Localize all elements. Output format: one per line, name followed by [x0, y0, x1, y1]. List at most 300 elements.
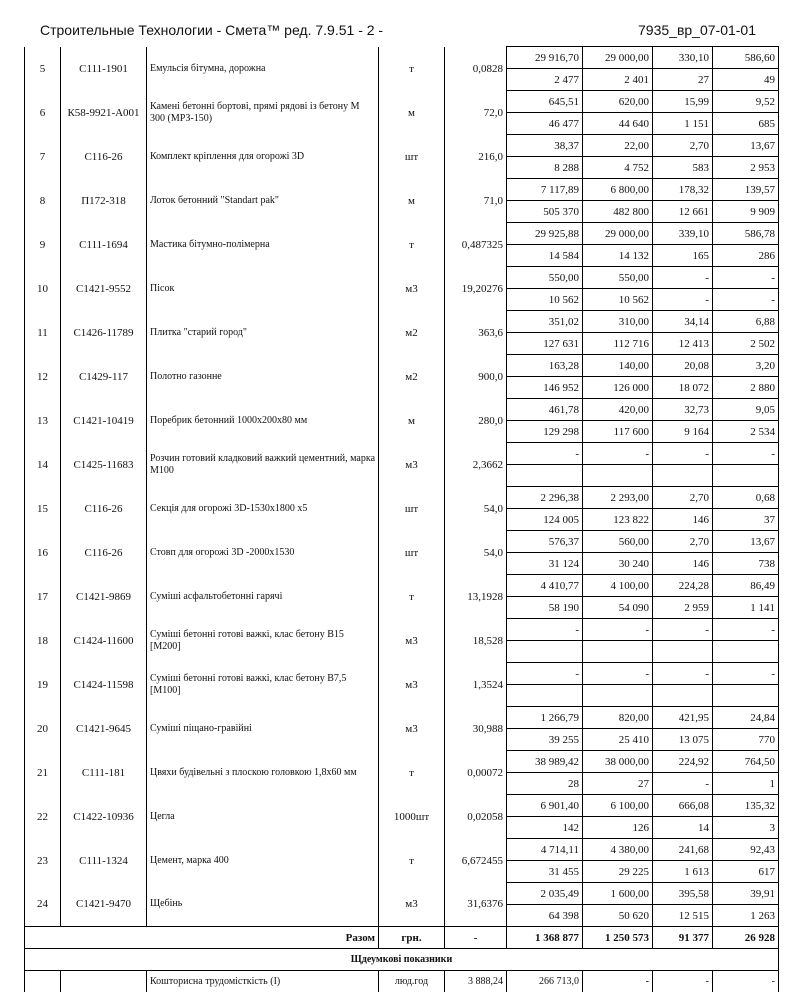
resource-name: Суміші бетонні готові важкі, клас бетону В15 [М200] — [147, 619, 379, 663]
unit-price-total: - — [507, 663, 583, 685]
row-number: 5 — [25, 47, 61, 91]
cost-base: 123 822 — [583, 509, 653, 531]
cost-transport: 12 515 — [653, 905, 713, 927]
cost-total: 31 124 — [507, 553, 583, 575]
unit-price-other: 586,78 — [713, 223, 779, 245]
cost-base: 54 090 — [583, 597, 653, 619]
unit-price-other: 9,52 — [713, 91, 779, 113]
unit-price-transport: 34,14 — [653, 311, 713, 333]
unit-price-transport: 15,99 — [653, 91, 713, 113]
row-number: 6 — [25, 91, 61, 135]
unit-price-total: 7 117,89 — [507, 179, 583, 201]
unit-price-transport: 330,10 — [653, 47, 713, 69]
unit-price-transport: 224,92 — [653, 751, 713, 773]
unit-price-total: 461,78 — [507, 399, 583, 421]
row-number: 13 — [25, 399, 61, 443]
cost-other: 617 — [713, 861, 779, 883]
resource-name: Стовп для огорожі 3D -2000х1530 — [147, 531, 379, 575]
unit-price-total: 645,51 — [507, 91, 583, 113]
unit-price-base: 4 380,00 — [583, 839, 653, 861]
unit-price-total: 38 989,42 — [507, 751, 583, 773]
unit-price-transport: 666,08 — [653, 795, 713, 817]
quantity: 19,20276 — [445, 267, 507, 311]
cost-total — [507, 641, 583, 663]
unit-price-transport: 32,73 — [653, 399, 713, 421]
cost-base: 50 620 — [583, 905, 653, 927]
unit-price-base: 6 800,00 — [583, 179, 653, 201]
unit: шт — [379, 531, 445, 575]
unit-price-total: 351,02 — [507, 311, 583, 333]
resource-code: С1429-117 — [61, 355, 147, 399]
cost-base: 117 600 — [583, 421, 653, 443]
unit: м3 — [379, 707, 445, 751]
labor-base: - — [583, 971, 653, 992]
software-title: Строительные Технологии - Смета™ ред. 7.9.51 - 2 - — [40, 22, 383, 38]
table-row — [25, 839, 779, 861]
totals-base: 1 250 573 — [583, 927, 653, 949]
resource-code: С116-26 — [61, 531, 147, 575]
resource-code: С1424-11598 — [61, 663, 147, 707]
cost-transport: 27 — [653, 69, 713, 91]
unit-price-other: 24,84 — [713, 707, 779, 729]
cost-total: 46 477 — [507, 113, 583, 135]
cost-total: 28 — [507, 773, 583, 795]
row-number: 9 — [25, 223, 61, 267]
labor-qty: 3 888,24 — [445, 971, 507, 992]
cost-other: 286 — [713, 245, 779, 267]
cost-other: 37 — [713, 509, 779, 531]
unit-price-base: 29 000,00 — [583, 223, 653, 245]
cost-total: 14 584 — [507, 245, 583, 267]
unit-price-other: - — [713, 267, 779, 289]
totals-qty: - — [445, 927, 507, 949]
cost-base: 2 401 — [583, 69, 653, 91]
unit-price-total: 2 035,49 — [507, 883, 583, 905]
cost-other: 1 263 — [713, 905, 779, 927]
quantity: 71,0 — [445, 179, 507, 223]
cost-transport: - — [653, 289, 713, 311]
quantity: 72,0 — [445, 91, 507, 135]
cost-total: 2 477 — [507, 69, 583, 91]
unit-price-other: 9,05 — [713, 399, 779, 421]
table-row — [25, 531, 779, 553]
cost-base: 30 240 — [583, 553, 653, 575]
table-row — [25, 135, 779, 157]
unit-price-other: 3,20 — [713, 355, 779, 377]
cost-total: 31 455 — [507, 861, 583, 883]
resource-code: С1421-9645 — [61, 707, 147, 751]
unit: м3 — [379, 619, 445, 663]
resource-code: С116-26 — [61, 135, 147, 179]
cost-transport: 146 — [653, 509, 713, 531]
cost-transport: 583 — [653, 157, 713, 179]
cost-other: 3 — [713, 817, 779, 839]
unit-price-total: 29 916,70 — [507, 47, 583, 69]
resource-code: С111-1694 — [61, 223, 147, 267]
unit: м2 — [379, 311, 445, 355]
cost-transport: 9 164 — [653, 421, 713, 443]
cost-other: 2 953 — [713, 157, 779, 179]
table-row — [25, 575, 779, 597]
cost-base: 27 — [583, 773, 653, 795]
quantity: 0,487325 — [445, 223, 507, 267]
row-number: 15 — [25, 487, 61, 531]
unit-price-other: - — [713, 619, 779, 641]
resource-name: Мастика бітумно-полімерна — [147, 223, 379, 267]
quantity: 216,0 — [445, 135, 507, 179]
quantity: 2,3662 — [445, 443, 507, 487]
unit-price-base: - — [583, 663, 653, 685]
resource-code: С1421-9552 — [61, 267, 147, 311]
unit-price-total: 4 714,11 — [507, 839, 583, 861]
quantity: 30,988 — [445, 707, 507, 751]
cost-total: 127 631 — [507, 333, 583, 355]
cost-other: 1 — [713, 773, 779, 795]
resource-name: Поребрик бетонний 1000х200х80 мм — [147, 399, 379, 443]
unit-price-total: 4 410,77 — [507, 575, 583, 597]
cost-base: 25 410 — [583, 729, 653, 751]
row-number: 16 — [25, 531, 61, 575]
quantity: 13,1928 — [445, 575, 507, 619]
cost-base: 29 225 — [583, 861, 653, 883]
resource-name: Цемент, марка 400 — [147, 839, 379, 883]
resource-name: Лоток бетонний "Standart pak" — [147, 179, 379, 223]
resource-name: Секція для огорожі 3D-1530х1800 х5 — [147, 487, 379, 531]
cost-transport: 165 — [653, 245, 713, 267]
table-row — [25, 883, 779, 905]
indicators-title: Щдеумкові показники — [25, 949, 779, 971]
row-number: 17 — [25, 575, 61, 619]
totals-total: 1 368 877 — [507, 927, 583, 949]
unit-price-total: 6 901,40 — [507, 795, 583, 817]
cost-base: 44 640 — [583, 113, 653, 135]
labor-total: 266 713,0 — [507, 971, 583, 992]
unit-price-transport: 2,70 — [653, 531, 713, 553]
unit-price-transport: - — [653, 619, 713, 641]
cost-other: 685 — [713, 113, 779, 135]
unit: т — [379, 47, 445, 91]
table-row — [25, 399, 779, 421]
row-number: 7 — [25, 135, 61, 179]
unit-price-transport: 2,70 — [653, 135, 713, 157]
table-row — [25, 751, 779, 773]
estimate-table — [24, 46, 779, 992]
unit-price-total: 29 925,88 — [507, 223, 583, 245]
labor-transport: - — [653, 971, 713, 992]
totals-label: Разом — [25, 927, 379, 949]
quantity: 18,528 — [445, 619, 507, 663]
unit-price-base: 29 000,00 — [583, 47, 653, 69]
unit-price-total: 38,37 — [507, 135, 583, 157]
unit-price-base: 2 293,00 — [583, 487, 653, 509]
cost-base — [583, 685, 653, 707]
cost-total: 129 298 — [507, 421, 583, 443]
table-row — [25, 91, 779, 113]
row-number: 18 — [25, 619, 61, 663]
unit-price-other: 764,50 — [713, 751, 779, 773]
cost-other — [713, 465, 779, 487]
unit-price-base: 1 600,00 — [583, 883, 653, 905]
quantity: 900,0 — [445, 355, 507, 399]
table-row — [25, 795, 779, 817]
cost-transport: 146 — [653, 553, 713, 575]
resource-name: Суміші асфальтобетонні гарячі — [147, 575, 379, 619]
unit: м — [379, 399, 445, 443]
table-row — [25, 619, 779, 641]
cost-total: 142 — [507, 817, 583, 839]
resource-code: С111-1324 — [61, 839, 147, 883]
cost-other: 2 502 — [713, 333, 779, 355]
row-number: 20 — [25, 707, 61, 751]
unit-price-transport: 339,10 — [653, 223, 713, 245]
cost-transport: 1 151 — [653, 113, 713, 135]
unit-price-base: 820,00 — [583, 707, 653, 729]
unit-price-total: 550,00 — [507, 267, 583, 289]
unit-price-other: 586,60 — [713, 47, 779, 69]
labor-other: - — [713, 971, 779, 992]
resource-name: Розчин готовий кладковий важкий цементний, марка М100 — [147, 443, 379, 487]
unit: м2 — [379, 355, 445, 399]
row-number: 21 — [25, 751, 61, 795]
unit-price-transport: - — [653, 443, 713, 465]
unit-price-base: 140,00 — [583, 355, 653, 377]
cost-total: 58 190 — [507, 597, 583, 619]
resource-code: С1424-11600 — [61, 619, 147, 663]
table-row — [25, 443, 779, 465]
cost-base: 126 — [583, 817, 653, 839]
cost-transport: 14 — [653, 817, 713, 839]
unit: м — [379, 179, 445, 223]
unit-price-total: - — [507, 443, 583, 465]
row-number: 11 — [25, 311, 61, 355]
cost-total — [507, 465, 583, 487]
resource-code: С1425-11683 — [61, 443, 147, 487]
unit: т — [379, 839, 445, 883]
unit-price-other: 92,43 — [713, 839, 779, 861]
cost-other: 770 — [713, 729, 779, 751]
cost-other: 738 — [713, 553, 779, 575]
unit-price-other: - — [713, 663, 779, 685]
unit-price-base: - — [583, 619, 653, 641]
cost-total: 64 398 — [507, 905, 583, 927]
resource-name: Плитка "старий город" — [147, 311, 379, 355]
row-number: 22 — [25, 795, 61, 839]
unit-price-total: 1 266,79 — [507, 707, 583, 729]
unit-price-transport: 395,58 — [653, 883, 713, 905]
unit-price-base: 6 100,00 — [583, 795, 653, 817]
quantity: 363,6 — [445, 311, 507, 355]
cost-base: 14 132 — [583, 245, 653, 267]
cost-base: 4 752 — [583, 157, 653, 179]
cost-other: 49 — [713, 69, 779, 91]
cost-base: 10 562 — [583, 289, 653, 311]
unit: м — [379, 91, 445, 135]
resource-code: С1421-9470 — [61, 883, 147, 927]
resource-name: Емульсія бітумна, дорожна — [147, 47, 379, 91]
row-number: 23 — [25, 839, 61, 883]
unit-price-transport: 178,32 — [653, 179, 713, 201]
cost-transport: 13 075 — [653, 729, 713, 751]
unit: т — [379, 223, 445, 267]
unit-price-total: 163,28 — [507, 355, 583, 377]
table-row — [25, 707, 779, 729]
totals-other: 26 928 — [713, 927, 779, 949]
row-number: 14 — [25, 443, 61, 487]
unit-price-other: 13,67 — [713, 135, 779, 157]
unit-price-total: 576,37 — [507, 531, 583, 553]
unit-price-base: 4 100,00 — [583, 575, 653, 597]
table-row — [25, 47, 779, 69]
cost-base: 482 800 — [583, 201, 653, 223]
table-row — [25, 179, 779, 201]
row-number: 8 — [25, 179, 61, 223]
cost-transport: 12 413 — [653, 333, 713, 355]
cost-transport: 2 959 — [653, 597, 713, 619]
table-row — [25, 663, 779, 685]
cost-total: 10 562 — [507, 289, 583, 311]
row-number: 24 — [25, 883, 61, 927]
unit-price-other: 139,57 — [713, 179, 779, 201]
cost-total: 8 288 — [507, 157, 583, 179]
row-number-empty — [25, 971, 61, 992]
row-number: 10 — [25, 267, 61, 311]
quantity: 0,0828 — [445, 47, 507, 91]
page-header — [0, 0, 800, 50]
cost-other — [713, 685, 779, 707]
unit-price-other: 6,88 — [713, 311, 779, 333]
resource-code: С1421-9869 — [61, 575, 147, 619]
table-row — [25, 223, 779, 245]
labor-row — [25, 971, 779, 992]
cost-total — [507, 685, 583, 707]
totals-transport: 91 377 — [653, 927, 713, 949]
cost-transport — [653, 465, 713, 487]
resource-code: С1421-10419 — [61, 399, 147, 443]
unit-price-transport: 20,08 — [653, 355, 713, 377]
totals-row — [25, 927, 779, 949]
unit: м3 — [379, 663, 445, 707]
cost-base: 126 000 — [583, 377, 653, 399]
resource-name: Камені бетонні бортові, прямі рядові із бетону М 300 (МРЗ-150) — [147, 91, 379, 135]
labor-unit: люд.год — [379, 971, 445, 992]
unit-price-base: 560,00 — [583, 531, 653, 553]
unit-price-base: - — [583, 443, 653, 465]
unit: шт — [379, 135, 445, 179]
unit-price-transport: 241,68 — [653, 839, 713, 861]
row-number: 12 — [25, 355, 61, 399]
resource-name: Комплект кріплення для огорожі 3D — [147, 135, 379, 179]
cost-other: - — [713, 289, 779, 311]
unit-price-transport: 2,70 — [653, 487, 713, 509]
resource-code: П172-318 — [61, 179, 147, 223]
unit-price-transport: - — [653, 267, 713, 289]
unit-price-base: 420,00 — [583, 399, 653, 421]
cost-base — [583, 641, 653, 663]
resource-code: С1422-10936 — [61, 795, 147, 839]
unit-price-other: 135,32 — [713, 795, 779, 817]
unit: м3 — [379, 883, 445, 927]
indicators-row — [25, 949, 779, 971]
unit-price-other: 86,49 — [713, 575, 779, 597]
quantity: 54,0 — [445, 531, 507, 575]
unit-price-transport: - — [653, 663, 713, 685]
cost-total: 39 255 — [507, 729, 583, 751]
cost-other: 2 534 — [713, 421, 779, 443]
document-code: 7935_вр_07-01-01 — [638, 22, 756, 38]
unit: т — [379, 575, 445, 619]
cost-total: 124 005 — [507, 509, 583, 531]
cost-base — [583, 465, 653, 487]
unit-price-other: 13,67 — [713, 531, 779, 553]
quantity: 6,672455 — [445, 839, 507, 883]
unit: т — [379, 751, 445, 795]
unit-price-base: 550,00 — [583, 267, 653, 289]
table-row — [25, 267, 779, 289]
unit-price-base: 310,00 — [583, 311, 653, 333]
resource-code: С111-181 — [61, 751, 147, 795]
cost-transport — [653, 641, 713, 663]
quantity: 1,3524 — [445, 663, 507, 707]
cost-transport — [653, 685, 713, 707]
unit-price-total: - — [507, 619, 583, 641]
unit-price-transport: 421,95 — [653, 707, 713, 729]
unit: 1000шт — [379, 795, 445, 839]
labor-name: Кошторисна трудомісткість (І) — [147, 971, 379, 992]
unit-price-base: 22,00 — [583, 135, 653, 157]
cost-base: 112 716 — [583, 333, 653, 355]
row-number: 19 — [25, 663, 61, 707]
cost-other: 1 141 — [713, 597, 779, 619]
resource-code-empty — [61, 971, 147, 992]
unit-price-other: 39,91 — [713, 883, 779, 905]
table-row — [25, 311, 779, 333]
resource-name: Цегла — [147, 795, 379, 839]
resource-name: Суміші бетонні готові важкі, клас бетону В7,5 [М100] — [147, 663, 379, 707]
resource-name: Пісок — [147, 267, 379, 311]
resource-code: К58-9921-А001 — [61, 91, 147, 135]
resource-code: С116-26 — [61, 487, 147, 531]
resource-name: Щебінь — [147, 883, 379, 927]
cost-other: 2 880 — [713, 377, 779, 399]
unit-price-other: 0,68 — [713, 487, 779, 509]
totals-unit: грн. — [379, 927, 445, 949]
unit-price-transport: 224,28 — [653, 575, 713, 597]
quantity: 54,0 — [445, 487, 507, 531]
cost-transport: - — [653, 773, 713, 795]
cost-other — [713, 641, 779, 663]
table-row — [25, 487, 779, 509]
resource-code: С111-1901 — [61, 47, 147, 91]
cost-total: 146 952 — [507, 377, 583, 399]
resource-code: С1426-11789 — [61, 311, 147, 355]
cost-other: 9 909 — [713, 201, 779, 223]
unit-price-other: - — [713, 443, 779, 465]
resource-name: Суміші піщано-гравійні — [147, 707, 379, 751]
unit-price-total: 2 296,38 — [507, 487, 583, 509]
quantity: 0,00072 — [445, 751, 507, 795]
unit: м3 — [379, 443, 445, 487]
cost-transport: 12 661 — [653, 201, 713, 223]
quantity: 280,0 — [445, 399, 507, 443]
cost-total: 505 370 — [507, 201, 583, 223]
resource-name: Полотно газонне — [147, 355, 379, 399]
quantity: 31,6376 — [445, 883, 507, 927]
resource-name: Цвяхи будівельні з плоскою головкою 1,8х60 мм — [147, 751, 379, 795]
quantity: 0,02058 — [445, 795, 507, 839]
cost-transport: 1 613 — [653, 861, 713, 883]
table-row — [25, 355, 779, 377]
cost-transport: 18 072 — [653, 377, 713, 399]
